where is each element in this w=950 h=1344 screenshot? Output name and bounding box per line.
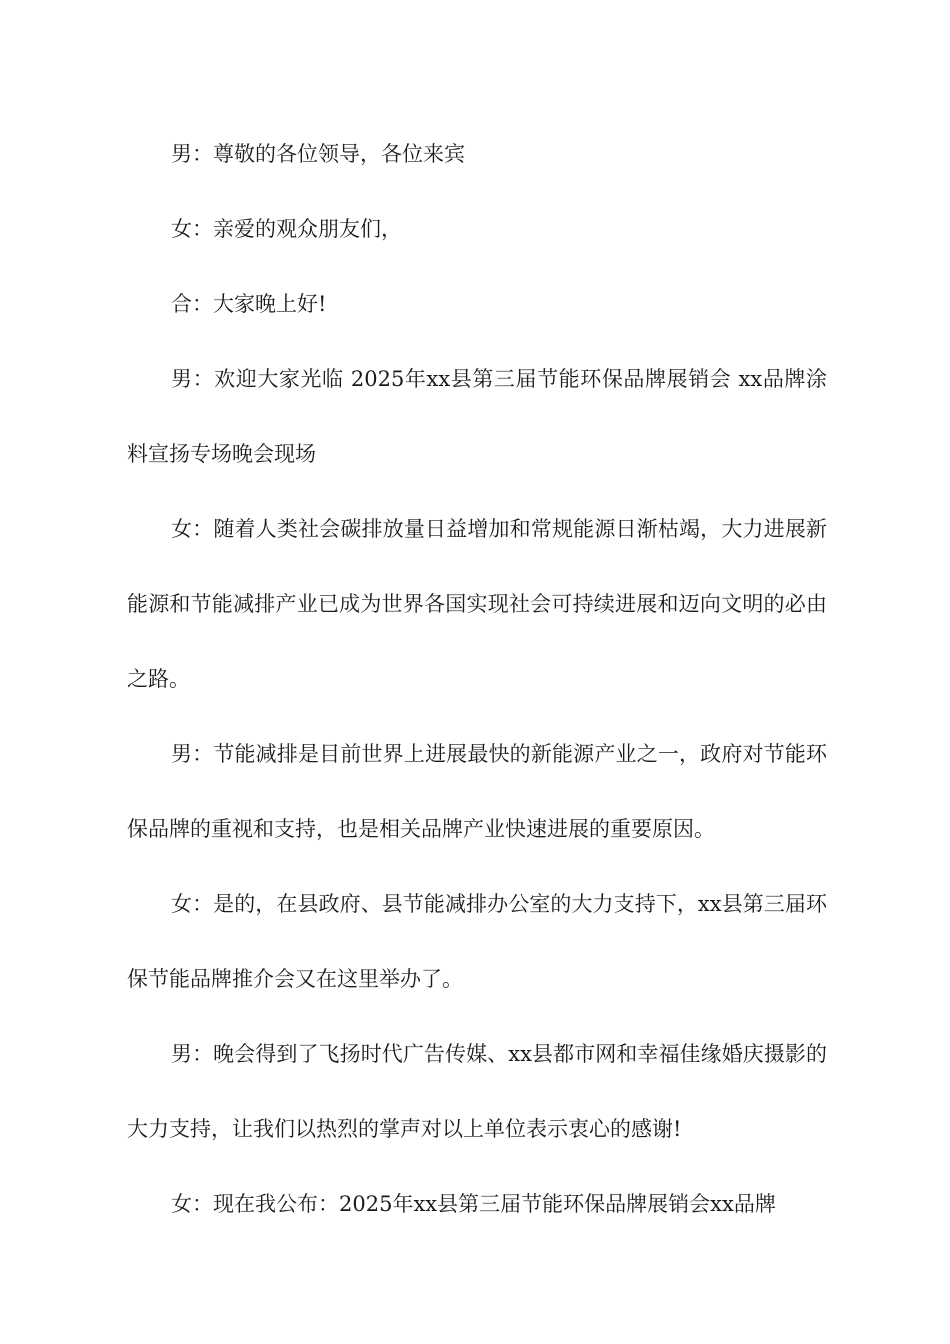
paragraph-greeting-male: 男：尊敬的各位领导，各位来宾 [171,142,465,166]
paragraph-greeting-together: 合：大家晚上好! [171,292,327,316]
paragraph-greeting-female: 女：亲爱的观众朋友们， [171,217,402,241]
paragraph-welcome: 男：欢迎大家光临 2025年xx县第三届节能环保品牌展销会 xx品牌涂料宣扬专场晚会现场 [127,367,827,466]
paragraph-energy-saving: 男：节能减排是目前世界上进展最快的新能源产业之一，政府对节能环保品牌的重视和支持，也是相关品牌产业快速进展的重要原因。 [127,742,827,841]
paragraph-new-energy: 女：随着人类社会碳排放量日益增加和常规能源日渐枯竭，大力进展新能源和节能减排产业已成为世界各国实现社会可持续进展和迈向文明的必由之路。 [127,517,827,691]
document-body [127,117,827,1242]
paragraph-sponsors: 男：晚会得到了飞扬时代广告传媒、xx县都市网和幸福佳缘婚庆摄影的大力支持，让我们以热烈的掌声对以上单位表示衷心的感谢! [127,1042,827,1141]
paragraph-announcement: 女：现在我公布：2025年xx县第三届节能环保品牌展销会xx品牌 [171,1192,776,1216]
paragraph-county-support: 女：是的，在县政府、县节能减排办公室的大力支持下，xx县第三届环保节能品牌推介会又在这里举办了。 [127,892,827,991]
